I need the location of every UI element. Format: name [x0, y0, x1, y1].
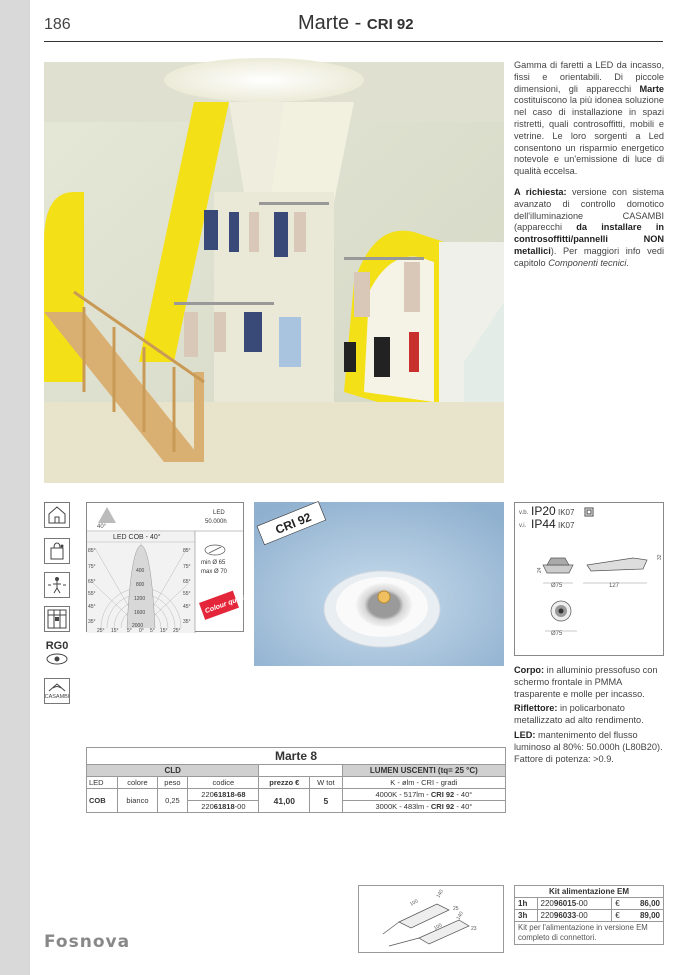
angle-label-left: 75° [88, 564, 96, 570]
chart-title: LED COB - 40° [113, 534, 161, 541]
casambi-icon [44, 678, 70, 704]
title-main: Marte - [298, 12, 362, 34]
bottom-angle: 25° [97, 628, 105, 634]
cell-code: 22061818-00 [188, 801, 259, 813]
vi-prefix: v.i. [519, 523, 527, 529]
cell-wtot: 5 [310, 789, 343, 813]
kit-note: Kit per l'alimentazione in versione EM completo di connettori. [515, 922, 664, 945]
col-header: prezzo € [259, 777, 310, 789]
side-view-drawing [543, 558, 647, 573]
diameter-2: Ø75 [551, 631, 563, 637]
house-icon [44, 502, 70, 528]
vb-ik: IK07 [558, 508, 575, 517]
product-photo [254, 502, 504, 666]
angle-label-right: 75° [183, 564, 191, 570]
kit-title: Kit alimentazione EM [515, 886, 664, 898]
dimensions-drawing [514, 502, 664, 656]
kit-dim: 23 [471, 926, 477, 932]
ceiling-grid-icon [44, 606, 70, 632]
kit-price: 89,00 [627, 910, 664, 922]
beam-cone-icon [98, 507, 116, 523]
height-left: 24 [537, 567, 543, 573]
description-paragraph-2: A richiesta: versione con sistema avanzato di controllo domotico dell'illuminazione CASAMBI (apparecchi da installare in controsoffitti/pannelli NON metallici). Per maggiori info vedi capitolo Componenti tecnici. [514, 186, 664, 268]
shop-photo [44, 62, 504, 483]
page-side-band [0, 0, 30, 975]
cell-led: COB [87, 789, 118, 813]
kit-code: 22096033-00 [537, 910, 612, 922]
table-row [515, 898, 664, 910]
fosnova-logo: Fosnova [44, 932, 131, 952]
angle-label-left: 85° [88, 548, 96, 554]
col-header: LED [87, 777, 118, 789]
product-description [514, 60, 664, 279]
bottom-angle: 5° [150, 628, 155, 634]
colour-quality-label: Colour quality [204, 592, 251, 616]
rg0-risk-icon [44, 640, 70, 670]
angle-label-left: 35° [88, 619, 96, 625]
shopping-bag-icon [44, 538, 70, 564]
cell-lumen: 4000K - 517lm - CRI 92 - 40° [342, 789, 505, 801]
cri-badge-label: CRI 92 [273, 509, 314, 537]
page-number: 186 [44, 16, 71, 33]
kit-dim: 100 [409, 898, 420, 908]
col-header: W tot [310, 777, 343, 789]
front-view-drawing [551, 601, 571, 621]
product-specs [514, 665, 664, 768]
col-header: colore [118, 777, 157, 789]
angle-label-right: 85° [183, 548, 191, 554]
kit-drawing [358, 885, 504, 953]
spec-body: Corpo: in alluminio pressofuso con schermo frontale in PMMA trasparente e molle per incasso. [514, 665, 658, 699]
kit-dim: 25 [453, 906, 459, 912]
rg-label: RG0 [45, 640, 69, 652]
group-cld: CLD [87, 765, 259, 777]
bottom-angle: 15° [160, 628, 168, 634]
person-icon [44, 572, 70, 598]
kit-code: 22096015-00 [537, 898, 612, 910]
table-title: Marte 8 [87, 748, 506, 765]
ring-label: 800 [136, 582, 145, 588]
ring-label: 2000 [132, 623, 144, 629]
vi-ip: IP44 [531, 517, 556, 531]
col-header: codice [188, 777, 259, 789]
angle-label-right: 55° [183, 591, 191, 597]
kit-dim: 100 [433, 922, 444, 932]
kit-currency: € [612, 910, 627, 922]
kit-dim: 140 [455, 910, 465, 921]
ring-label: 400 [136, 568, 145, 574]
length: 127 [609, 583, 620, 589]
angle-label-left: 55° [88, 591, 96, 597]
angle-label-left: 65° [88, 579, 96, 585]
vi-ik: IK07 [558, 521, 575, 530]
col-header: K - ølm - CRI - gradi [342, 777, 505, 789]
cell-lumen: 3000K - 483lm - CRI 92 - 40° [342, 801, 505, 813]
cutout-icon [205, 545, 225, 555]
kit-type: 1h [515, 898, 538, 910]
casambi-label: CASAMBI [44, 694, 70, 700]
group-lumen: LUMEN USCENTI (tq= 25 °C) [342, 765, 505, 777]
photometric-chart [86, 502, 251, 634]
bottom-angle: 5° [127, 628, 132, 634]
kit-currency: € [612, 898, 627, 910]
led-label: LED [213, 510, 225, 516]
kit-table [514, 885, 664, 945]
cell-peso: 0,25 [157, 789, 188, 813]
title-bold: CRI 92 [366, 16, 414, 33]
beam-angle: 40° [97, 524, 107, 530]
kit-dim: 140 [435, 888, 445, 899]
vb-ip: IP20 [531, 504, 556, 518]
bottom-angle: 0° [139, 628, 144, 634]
bottom-angle: 15° [111, 628, 119, 634]
col-header: peso [157, 777, 188, 789]
ring-label: 1200 [134, 596, 146, 602]
led-hours: 50.000h [205, 519, 227, 525]
angle-label-left: 45° [88, 604, 96, 610]
kit-price: 86,00 [627, 898, 664, 910]
ring-label: 1600 [134, 610, 146, 616]
hole-min: min Ø 65 [201, 560, 226, 566]
cell-price: 41,00 [259, 789, 310, 813]
header-rule [44, 41, 663, 42]
angle-label-right: 45° [183, 604, 191, 610]
table-row [515, 910, 664, 922]
cell-colore: bianco [118, 789, 157, 813]
page-title [298, 12, 414, 35]
hole-max: max Ø 70 [201, 569, 228, 575]
angle-label-right: 65° [183, 579, 191, 585]
angle-label-right: 35° [183, 619, 191, 625]
bottom-angle: 25° [173, 628, 181, 634]
class-icon [585, 508, 593, 516]
description-paragraph-1: Gamma di faretti a LED da incasso, fissi e orientabili. Di piccole dimensioni, gli apparecchi Marte costituiscono la più idonea soluzione nel caso di installazione in spazi ristretti, quali controsoffitti, mobili e vetrine. Le loro sorgenti a Led consentono un risparmio energetico notevole e un'emissione di luce di qualità eccelsa. [514, 60, 664, 177]
product-table [86, 747, 506, 813]
cell-code: 22061818-68 [188, 789, 259, 801]
kit-type: 3h [515, 910, 538, 922]
diameter-1: Ø75 [551, 583, 563, 589]
table-row [87, 789, 506, 801]
height-right: 32 [657, 554, 663, 560]
spec-led: LED: mantenimento del flusso luminoso al 80%: 50.000h (L80B20). Fattore di potenza: >0.9. [514, 729, 663, 764]
spec-reflector: Riflettore: in policarbonato metallizzato ad alto rendimento. [514, 703, 644, 726]
vb-prefix: v.b. [519, 510, 529, 516]
